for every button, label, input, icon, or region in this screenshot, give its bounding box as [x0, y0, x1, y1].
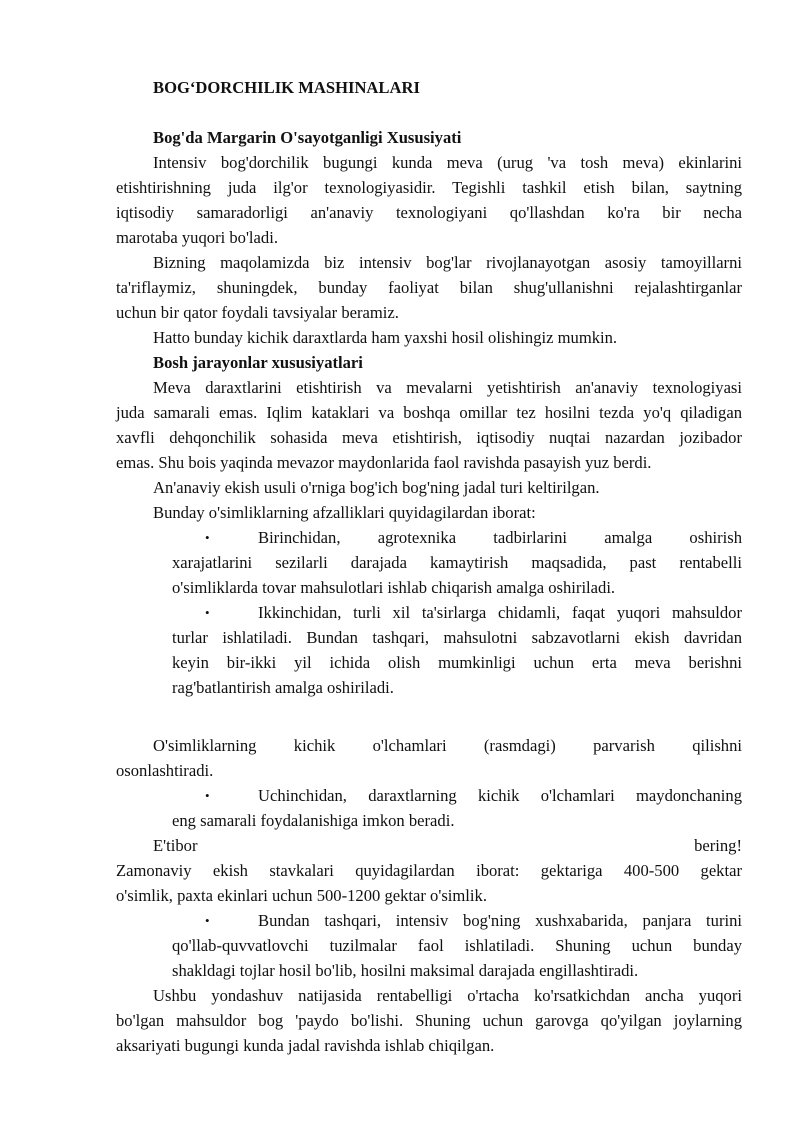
list-item-line: Birinchidan, agrotexnika tadbirlarini amalga oshirish [258, 528, 742, 547]
paragraph-line: aksariyati bugungi kunda jadal ravishda ishlab chiqilgan. [116, 1036, 495, 1055]
paragraph-line: Bizning maqolamizda biz intensiv bog'lar rivojlanayotgan asosiy tamoyillarni [153, 253, 742, 272]
paragraph-line: marotaba yuqori bo'ladi. [116, 228, 278, 247]
list-item-line: eng samarali foydalanishiga imkon beradi. [172, 811, 455, 830]
section-heading: Bosh jarayonlar xususiyatlari [153, 353, 363, 372]
paragraph-line: O'simliklarning kichik o'lchamlari (rasmdagi) parvarish qilishni [153, 736, 742, 755]
paragraph-line: o'simlik, paxta ekinlari uchun 500-1200 gektar o'simlik. [116, 886, 487, 905]
list-item-line: o'simliklarda tovar mahsulotlari ishlab chiqarish amalga oshiriladi. [172, 578, 616, 597]
paragraph-line: Zamonaviy ekish stavkalari quyidagilardan iborat: gektariga 400-500 gektar [116, 861, 742, 880]
paragraph-line: ta'riflaymiz, shuningdek, bunday faoliyat bilan shug'ullanishni rejalashtirganlar [116, 278, 742, 297]
note-label-end: bering! [694, 836, 742, 855]
list-item-line: keyin bir-ikki yil ichida olish mumkinligi uchun erta meva berishni [172, 653, 742, 672]
paragraph-line: Bunday o'simliklarning afzalliklari quyidagilardan iborat: [153, 503, 536, 522]
list-item-line: Bundan tashqari, intensiv bog'ning xushxabarida, panjara turini [258, 911, 742, 930]
list-item-line: qo'llab-quvvatlovchi tuzilmalar faol ishlatiladi. Shuning uchun bunday [172, 936, 742, 955]
bullet-icon: • [205, 913, 210, 928]
bullet-icon: • [205, 605, 210, 620]
list-item-line: turlar ishlatiladi. Bundan tashqari, mahsulotni sabzavotlarni ekish davridan [172, 628, 742, 647]
paragraph-line: etishtirishning juda ilg'or texnologiyasidir. Tegishli tashkil etish bilan, saytning [116, 178, 742, 197]
list-item-line: Ikkinchidan, turli xil ta'sirlarga chidamli, faqat yuqori mahsuldor [258, 603, 742, 622]
paragraph-line: emas. Shu bois yaqinda mevazor maydonlarida faol ravishda pasayish yuz berdi. [116, 453, 652, 472]
paragraph-line: An'anaviy ekish usuli o'rniga bog'ich bog'ning jadal turi keltirilgan. [153, 478, 600, 497]
paragraph-line: Intensiv bog'dorchilik bugungi kunda meva (urug 'va tosh meva) ekinlarini [153, 153, 742, 172]
paragraph-line: bo'lgan mahsuldor bog 'paydo bo'lishi. Shuning uchun garovga qo'yilgan joylarning [116, 1011, 742, 1030]
list-item-line: rag'batlantirish amalga oshiriladi. [172, 678, 394, 697]
paragraph-line: xavfli dehqonchilik sohasida meva etishtirish, iqtisodiy nuqtai nazardan jozibador [116, 428, 742, 447]
paragraph-line: osonlashtiradi. [116, 761, 214, 780]
bullet-icon: • [205, 530, 210, 545]
note-label: E'tibor [153, 836, 198, 855]
paragraph-line: Hatto bunday kichik daraxtlarda ham yaxshi hosil olishingiz mumkin. [153, 328, 618, 347]
list-item-line: Uchinchidan, daraxtlarning kichik o'lchamlari maydonchaning [258, 786, 742, 805]
section-heading: Bog'da Margarin O'sayotganligi Xususiyati [153, 128, 462, 147]
bullet-icon: • [205, 788, 210, 803]
paragraph-line: juda samarali emas. Iqlim kataklari va boshqa omillar tez hosilni tezda yo'q qiladigan [116, 403, 742, 422]
paragraph-line: uchun bir qator foydali tavsiyalar beramiz. [116, 303, 399, 322]
paragraph-line: iqtisodiy samaradorligi an'anaviy texnologiyani qo'llashdan ko'ra bir necha [116, 203, 742, 222]
document-title: BOG‘DORCHILIK MASHINALARI [153, 78, 420, 97]
list-item-line: xarajatlarini sezilarli darajada kamaytirish maqsadida, past rentabelli [172, 553, 742, 572]
list-item-line: shakldagi tojlar hosil bo'lib, hosilni maksimal darajada engillashtiradi. [172, 961, 639, 980]
paragraph-line: Meva daraxtlarini etishtirish va mevalarni yetishtirish an'anaviy texnologiyasi [153, 378, 742, 397]
paragraph-line: Ushbu yondashuv natijasida rentabelligi o'rtacha ko'rsatkichdan ancha yuqori [153, 986, 742, 1005]
